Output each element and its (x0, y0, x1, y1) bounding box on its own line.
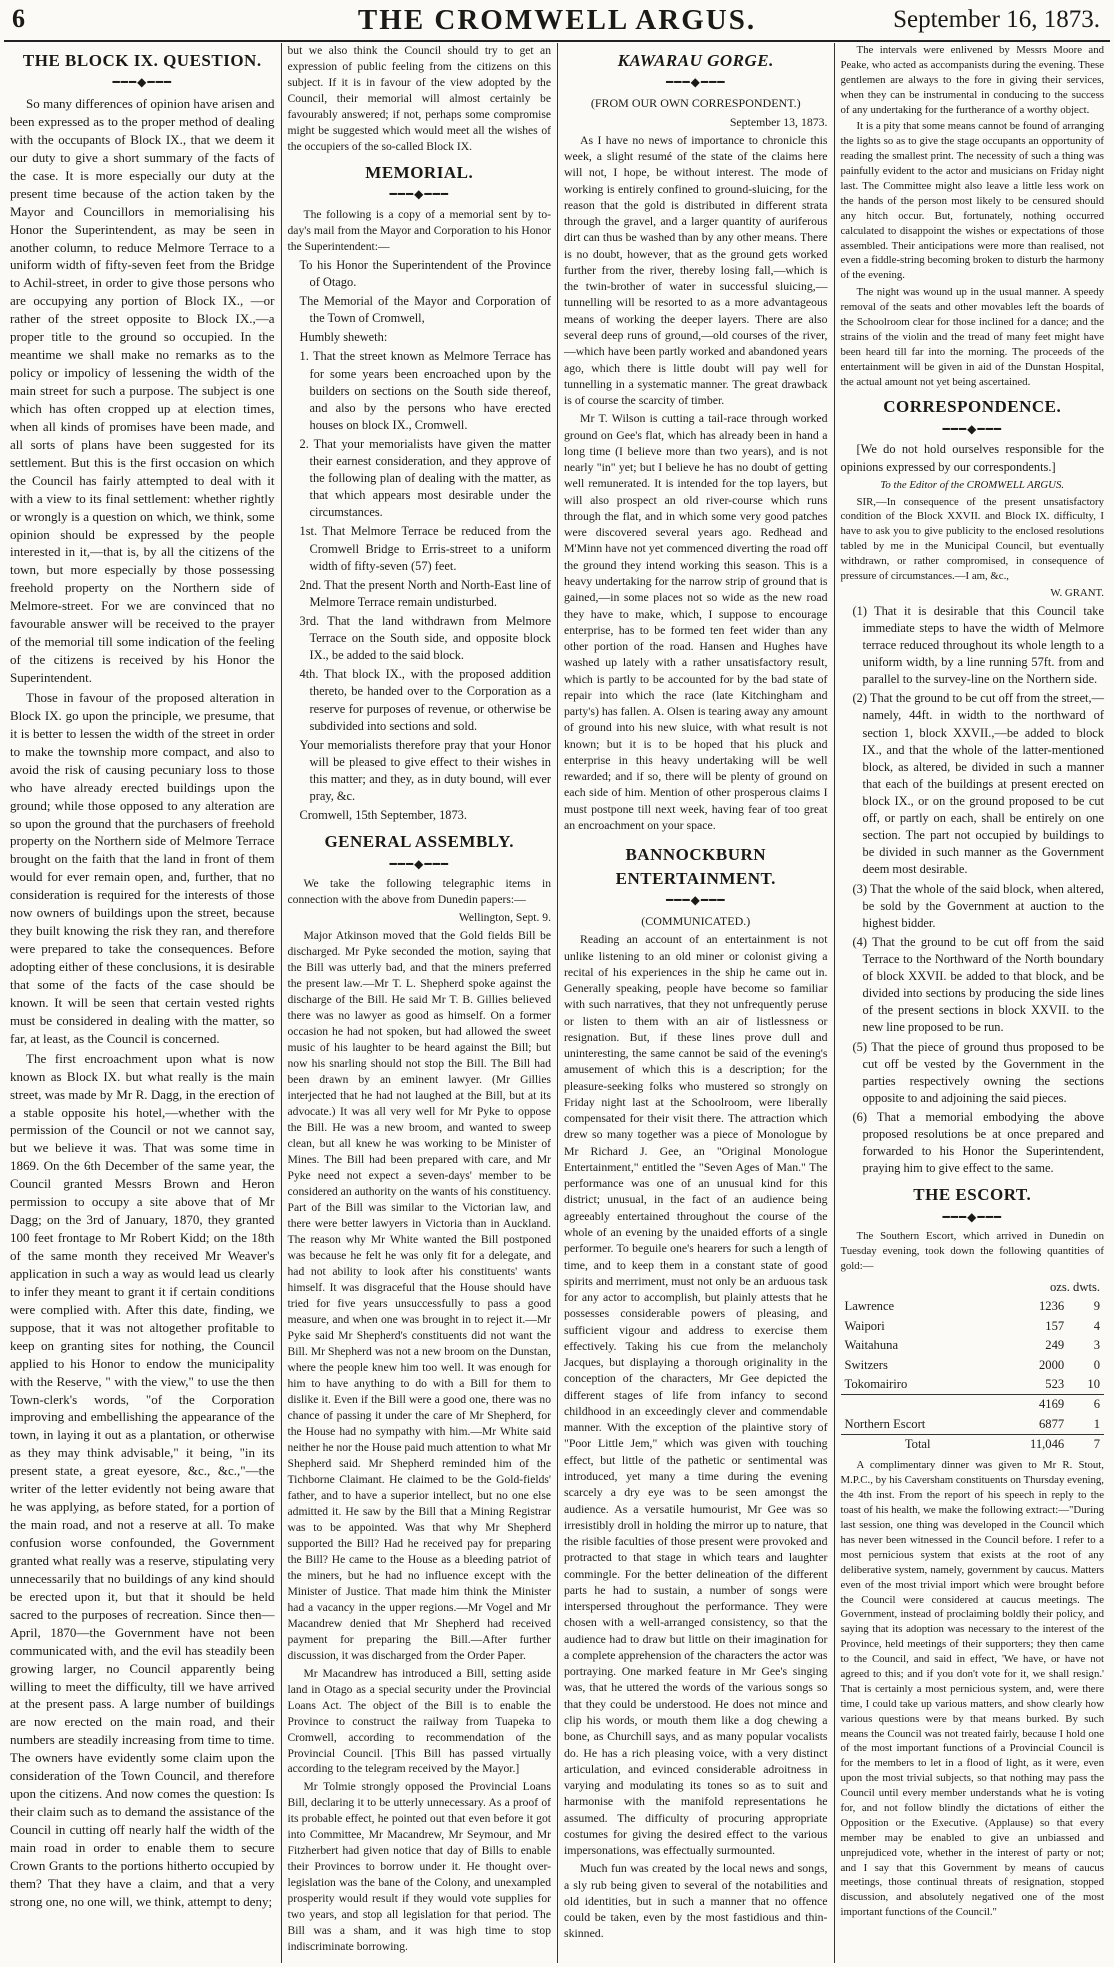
ozs-cell: 2000 (1039, 1357, 1065, 1372)
page-number: 6 (12, 4, 25, 33)
article-paragraph: So many differences of opinion have arisen and been expressed as to the proper method of dealing with the occupants of Block IX., that we deem it our duty to give a short summary of the facts of the case. It is more especially our duty at the present time because of the action taken by the Mayor and Councillors in memorialising his Honor the Superintendent, as may be seen in another column, to reduce Melmore Terrace to a uniform width of fifty-seven feet from the Bridge to Achil-street, in order to give those persons who are occupying any portion of Block IX., —or rather of the street opposite to Block IX.,—a proper title to the ground so occupied. In the meantime we shall make no remarks as to the policy or impolicy of lessening the width of the main street for such a purpose. The subject is one which has often cropped up at election times, when all kinds of promises have been made, and all sorts of plans have been suggested for its settlement. But this is the first occasion on which the Council has fairly attempted to deal with it with a view to its final settlement: whether rightly or wrongly is a question on which, we think, some opinion should be expressed by the people interested in it,—that is, by all the citizens of the town, but more especially by those possessing freehold property on the Northern side of Melmore-street. For we are convinced that no favourable answer will be received to the prayer of the memorial till some indication of the feeling of the citizens is received by his Honor the Superintendent. (10, 96, 275, 685)
table-row (841, 1375, 1105, 1395)
ozs-cell: 6877 (1039, 1416, 1065, 1431)
article-paragraph: Major Atkinson moved that the Gold fields Bill be discharged. Mr Pyke seconded the motion, saying that the Bill was utterly bad, and that the miners preferred the present law.—Mr T. L. Shepherd spoke against the discharge of the Bill. He said Mr T. B. Gillies believed there was no lawyer as good as himself. On a former occasion he had not spoken, but had allowed the sweet music of his laughter to be heard against the Bill; but now his snarling should not stop the Bill. The Bill had been drawn by an eminent lawyer. (Mr Gillies interjected that he had not laughed at the Bill, but at its advocate.) It was all very well for Mr Pyke to oppose the Bill. He was a new broom, and wanted to sweep clean, but all knew he was working to be Minister of Mines. The Bill had been prepared with care, and Mr Pyke need not expect a seven-days' member to be considered an authority on the wants of his constituency. Part of the Bill was similar to the Victorian law, and there were better lawyers in Victoria than in Auckland. The reason why Mr White wanted the Bill postponed was because he felt he was only fit for a delegate, and had not ability to look after his constituents' wants himself. It was disgraceful that the House should have tried for five years unsuccessfully to pass a good measure, and when one was brought in to reject it.—Mr Pyke said Mr Shepherd's constituents did not want the Bill. Mr Shepherd was not a new broom on the Dunstan, where the people knew him too well. It was enough for him to have anything to do with a Bill for them to dislike it. Even if the Bill were a good one, there was no chance of passing it under the care of Mr Shepherd, for the House had no sympathy with him.—Mr White said neither he nor the House paid much attention to what Mr Shepherd said. Mr Shepherd reminded him of the Tichborne Claimant. He claimed to be the Gold-fields' father, and to have a superior intellect, but no one else admitted it. He saw by the Bill that a Mining Registrar was to be appointed. Was that why Mr Shepherd supported the Bill? Had he received pay for preparing the Bill? He came to the House as a bleeding patriot of the miners, but he had no influence except with the Minister of Justice. That made him think the Minister had a vacancy in the upper regions.—Mr Vogel and Mr Macandrew denied that Mr Shepherd had received payment for preparing the Bill.—After further discussion, it was discharged from the Order Paper. (287, 929, 551, 1662)
dwts-cell: 3 (1093, 1338, 1100, 1353)
ozs-cell: 11,046 (995, 1435, 1068, 1455)
kawarau-dateline: September 13, 1873. (729, 114, 828, 129)
columns (4, 43, 1110, 1963)
divider-ornament: ━━━◆━━━ (942, 1209, 1003, 1224)
total-row (841, 1435, 1105, 1455)
newspaper-title: THE CROMWELL ARGUS. (357, 4, 757, 36)
article-paragraph: Those in favour of the proposed alteration in Block IX. go upon the principle, we presume, that it is better to lessen the width of the street in order to make the township more compact, and also to avoid the risk of causing pecuniary loss to those who have already erected buildings upon the ground; while those opposed to any alteration are so upon the ground that the purchasers of freehold property on the Northern side of Melmore Terrace brought on the faith that the land in front of them would for ever remain open, and, further, that no consideration is required for the interests of those now owners of buildings upon the street, because they built knowing the risk they ran, and therefore were prepared to take the consequences. Before adopting either of these conclusions, it is desirable that some of the facts of the case should be known. It will be seen that certain vested rights must be considered in dealing with the matter, so far, at least, as the Council is concerned. (10, 689, 275, 1046)
assembly-dateline: Wellington, Sept. 9. (458, 911, 551, 925)
dwts-cell: 9 (1093, 1299, 1100, 1314)
memorial-line: Humbly sheweth: (299, 330, 388, 345)
place-cell: Northern Escort (844, 1416, 926, 1431)
article-paragraph: Mr T. Wilson is cutting a tail-race through worked ground on Gee's flat, which has already been in hand a long time (I believe more than two years), and is not nearly "in" yet; but I believe he has no doubt of getting well remunerated. It is intended for the top layers, but will also prospect an old river-course which runs through the flat, and in which some very good patches were discovered several years ago. Redhead and M'Minn have not yet commenced diverting the road off the ground they intend working this season. This is a heavy undertaking for the narrow strip of ground that is gained,—in some places not so wide as the new road they have to make, which, I suppose to encourage enterprise, has to be formed ten feet wider than any other portion of the road. Hansen and Hughes have washed up lately with a rather unsatisfactory result, which is partly to be accounted for by the bad state of repair into which the race (late Kitchingham and party's) has fallen. A. Olsen is tearing away any amount of ground into his new sluice, with what result is not known; but it is to be hoped that his pluck and enterprise in this heavy undertaking will be well rewarded; and if so, there will be plenty of ground on each side of him. Mention of other prosperous claims I must postpone till next week, having fear of too great an encroachment on your space. (564, 411, 828, 832)
divider-ornament: ━━━◆━━━ (389, 187, 450, 202)
subtotal-row (841, 1395, 1105, 1415)
resolution-item: (1) That it is desirable that this Council take immediate steps to have the width of Melmore terrace reduced throughout its whole length to a uniform width, by a line running 57ft. from and parallel to the survey-line on the Northern side. (852, 603, 1104, 687)
article-paragraph: The night was wound up in the usual manner. A speedy removal of the seats and other movables left the boards of the Schoolroom clear for those inclined for a dance; and the strains of the violin and the tread of many feet might have been heard till far into the morning. The proceeds of the entertainment will be given in aid of the Dunstan Hospital, the actual amount not yet being ascertained. (840, 286, 1104, 388)
divider-ornament: ━━━◆━━━ (665, 893, 726, 908)
ozs-cell: 1236 (1039, 1299, 1065, 1314)
resolution-item: (4) That the ground to be cut off from the said Terrace to the Northward of the North boundary of block XXVII. be added to that block, and be divided into sections by producing the side lines of the present sections in block XXVII. to the new line proposed to be run. (852, 934, 1104, 1035)
letter-body: SIR,—In consequence of the present unsatisfactory condition of the Block XXVII. and Block IX. difficulty, I have to ask you to give publicity to the enclosed resolutions tabled by me in the Municipal Council, but eventually withdrawn, or rather compromised, in consequence of pressure of circumstances.—I am, &c., (840, 495, 1104, 583)
table-row (841, 1356, 1105, 1375)
article-heading-kawarau-gorge: KAWARAU GORGE. (617, 51, 774, 70)
ozs-cell: 4169 (995, 1395, 1068, 1415)
table-row (841, 1336, 1105, 1355)
place-cell: Waitahuna (844, 1338, 899, 1353)
masthead (4, 0, 1110, 42)
divider-ornament: ━━━◆━━━ (665, 75, 726, 90)
dwts-cell: 4 (1093, 1318, 1100, 1333)
resolution-item: (5) That the piece of ground thus proposed to be cut off be vested by the Government in the parties respectively owning the sections opposite to and adjoining the said pieces. (852, 1039, 1104, 1105)
dwts-cell: 0 (1093, 1357, 1100, 1372)
resolution-item: (6) That a memorial embodying the above proposed resolutions be at once prepared and forwarded to his Honor the Superintendent, praying him to give effect to the same. (852, 1110, 1104, 1176)
place-cell: Switzers (844, 1357, 888, 1372)
memorial-line: 1st. That Melmore Terrace be reduced from the Cromwell Bridge to Erris-street to a uniform width of fifty-seven (57) feet. (299, 524, 551, 573)
article-continuation: but we also think the Council should try to get an expression of public feeling from the citizens on this subject. If it is in favour of the view adopted by the Council, their memorial will almost certainly be favourably answered; if not, perhaps some compromise might be suggested which would meet all the wishes of the occupiers of the so-called Block IX. (287, 44, 551, 153)
ozs-cell: 249 (1045, 1338, 1065, 1353)
article-paragraph: It is a pity that some means cannot be found of arranging the lights so as to give the stage occupants an opportunity of reading the smallest print. The necessity of such a thing was painfully evident to the actor and musicians on Friday night last. The Committee might also leave a little less work on the hands of the person most likely to be censured should any hitch occur. But, fortunately, nothing occurred calculated to disappoint the wishes or expectations of those assembled. Their anticipations were more than realised, not even a fiddle-string becoming broken to disturb the harmony of the evening. (840, 120, 1104, 282)
divider-ornament: ━━━◆━━━ (389, 856, 450, 871)
assembly-intro: We take the following telegraphic items in connection with the above from Dunedin papers:— (287, 877, 551, 907)
memorial-line: 3rd. That the land withdrawn from Melmore Terrace on the South side, and opposite block IX., be added to the said block. (299, 614, 551, 663)
table-row (841, 1297, 1105, 1316)
issue-date: September 16, 1873. (893, 6, 1100, 33)
article-heading-correspondence: CORRESPONDENCE. (883, 397, 1062, 417)
article-paragraph: Mr Macandrew has introduced a Bill, setting aside land in Otago as a special security under the Provincial Loans Act. The object of the Bill is to enable the Province to construct the railway from Tuapeka to Cromwell, according to recommendation of the Provincial Council. [This Bill has passed virtually according to the telegram received by the Mayor.] (287, 1666, 551, 1776)
article-paragraph: As I have no news of importance to chronicle this week, a slight resumé of the state of the claims here will not, I hope, be without interest. The mode of working is entirely confined to ground-sluicing, for the reason that the gold is distributed in different strata through the gravel, and a larger quantity of auriferous dirt can thus be washed than by any other means. There is no doubt, however, that as the ground gets worked further from the river, thereby losing fall,—which is the twin-brother of water in successful sluicing,—tunnelling will be resorted to as a more advantageous means of working the deeper layers. There are also several deep runs of ground,—old courses of the river,—which have been partly worked and abandoned years ago, which there is little doubt will pay well for tunnelling in a systematic manner. The great drawback is of course the scarcity of timber. (564, 132, 828, 408)
escort-intro: The Southern Escort, which arrived in Dunedin on Tuesday evening, took down the following quantities of gold:— (840, 1230, 1104, 1273)
ozs-cell: 523 (1045, 1376, 1065, 1391)
memorial-line: To his Honor the Superintendent of the Province of Otago. (299, 257, 551, 289)
place-cell: Lawrence (844, 1299, 895, 1314)
memorial-line: Cromwell, 15th September, 1873. (299, 808, 467, 823)
article-paragraph: The intervals were enlivened by Messrs Moore and Peake, who acted as accompanists during the evening. These gentlemen are always to the fore in giving their services, when they can be instrumental in conducing to the success of any undertaking for the furtherance of a worthy object. (840, 44, 1104, 116)
column-4 (834, 43, 1111, 1963)
divider-ornament: ━━━◆━━━ (942, 421, 1003, 436)
column-2 (281, 43, 558, 1963)
article-heading-bannockburn: BANNOCKBURN ENTERTAINMENT. (615, 845, 776, 888)
dwts-cell: 1 (1093, 1416, 1100, 1431)
memorial-line: Your memorialists therefore pray that your Honor will be pleased to give effect to their wishes in this matter; and they, as in duty bound, will ever pray, &c. (299, 737, 551, 804)
units-label: ozs. dwts. (1049, 1280, 1100, 1295)
dwts-cell: 10 (1087, 1376, 1100, 1391)
place-cell: Tokomairiro (844, 1376, 908, 1391)
column-3 (557, 43, 834, 1963)
letter-salutation: To the Editor of the CROMWELL ARGUS. (880, 478, 1065, 491)
table-row (841, 1415, 1105, 1435)
memorial-intro: The following is a copy of a memorial sent by to-day's mail from the Mayor and Corporation to his Honor the Superintendent:— (287, 207, 551, 253)
article-heading-block-ix: THE BLOCK IX. QUESTION. (22, 51, 262, 70)
memorial-line: 2nd. That the present North and North-East line of Melmore Terrace remain undisturbed. (299, 577, 551, 609)
article-heading-escort: THE ESCORT. (913, 1185, 1032, 1205)
memorial-line: 4th. That block IX., with the proposed addition thereto, be handed over to the Corporation as a reserve for purposes of revenue, or otherwise be subdivided into sections and sold. (299, 667, 551, 733)
dwts-cell: 6 (1068, 1395, 1104, 1415)
memorial-line: 2. That your memorialists have given the matter their earnest consideration, and they approve of the following plan of dealing with the matter, as that which appears most desirable under the circumstances. (299, 436, 551, 520)
total-label: Total (841, 1435, 995, 1455)
article-paragraph: Mr Tolmie strongly opposed the Provincial Loans Bill, declaring it to be utterly unnecessary. As a proof of its probable effect, he pointed out that even before it got into Committee, Mr Macandrew, Mr Seymour, and Mr Fitzherbert had given notice that day of Bills to enable their Provinces to borrow under it. He thought over-legislation was the bane of the Colony, and unexampled prosperity would result if they would vote supplies for two years, and stop all legislation for that period. The Bill was a sham, and it was high time to stop indiscriminate borrowing. (287, 1780, 551, 1954)
table-header-row (841, 1278, 1105, 1297)
article-paragraph: A complimentary dinner was given to Mr R. Stout, M.P.C., by his Caversham constituents on Thursday evening, the 4th inst. From the report of his speech in reply to the toast of his health, we make the following extract:—"During last session, one thing was developed in the Council which has never been witnessed in the Council before. I refer to a most pernicious system that exists at the root of any deliberative system, namely, government by caucus. Matters even of the most trivial import which were brought before the Council were considered at caucus meetings. The Government, instead of proclaiming boldly their policy, and saying that its adoption was necessary to the interest of the Province, held meetings of their supporters; they then came to the Council, and said in effect, 'We have, or have not agreed to this; and if you don't vote for it, we shall resign.' That is certainly a most pernicious system, and, were there time, I could take up various matters, and show clearly how various questions were by that means burked. By such means the Council was not treated fairly, because I hold one of the most important functions of a Provincial Council is for the members to let in a flood of light, as it were, even upon the most trivial subjects, so that nothing may pass the Council until every member understands what he is voting for, and not follow blindly the dictations of either the Opposition or the Executive. (Applause) so that every member may be enabled to give an unbiassed and unprejudiced vote, whether in the interest of party or not; and I say that this Government by means of caucus meetings, those continual threats of resignation, stopped discussion, and absolutely negatived one of the most important functions of the Council." (840, 1459, 1104, 1919)
dwts-cell: 7 (1068, 1435, 1104, 1455)
memorial-line: 1. That the street known as Melmore Terrace has for some years been encroached upon by the builders on sections on the South side thereof, and also by the persons who have erected houses on block IX., Cromwell. (299, 349, 551, 432)
memorial-line: The Memorial of the Mayor and Corporation of the Town of Cromwell, (299, 294, 551, 326)
article-paragraph: Reading an account of an entertainment is not unlike listening to an old miner or colonist giving a recital of his experiences in the ship he came out in. Generally speaking, people have become so familiar with such narratives, that they not unfrequently peruse or listen to them with an air of listlessness or resignation. But, if these lines prove dull and uninteresting, the same cannot be said of the evening's amusement of which this is a description; for the pleasure-seeking folks who mustered so strongly on Friday night last at the Schoolroom, were liberally compensated for their visit there. The attraction which drew so many together was a piece of Monologue by Mr Richard J. Gee, an "Original Monologue Entertainment," entitled the "Seven Ages of Man." The performance was one of an unusual kind for this district; unusual, in the fact of an audience being agreeably entertained throughout the course of the whole of an evening by the unaided efforts of a single performer. To beguile one's hearers for such a length of time, and to keep them in a constant state of good spirits and merriment, must not only be an arduous task for any actor to accomplish, but plainly attests that he possesses considerable powers of pleasing, and sufficient vigour and address to exercise them effectively. Taking his cue from the melancholy Jacques, but displaying a thorough originality in the conception of the characters, Mr Gee depicted the different stages of life from infancy to second childhood in an exceedingly clever and commendable manner. With the exception of the plaintive story of "Poor Little Jem," which was given with touching effect, but little of the pathetic or sentimental was introduced, yet many a time during the evening scarcely a dry eye was to be seen amongst the audience. As a versatile humourist, Mr Gee was so irresistibly droll in holding the mirror up to nature, that the risible faculties of those present were provoked and protracted to that stage in which tears and laughter commingle. For the better delineation of the different parts he had to sustain, a number of songs were interspersed throughout the performance. They were chosen with a well-arranged consistency, so that the audience had to draw but little on their imagination for a complete apprehension of the characters the actor was portraying. One marked feature in Mr Gee's singing was, that he uttered the words of the various songs so that they could be understood. He does not mince and clip his words, or mouth them like a dog chewing a bone, as Churchill says, and as many popular vocalists do. He has a rich pleasing voice, with a very distinct articulation, and evinced considerable adroitness in varying and modulating its tones so as to suit and harmonise with the manifold representations he assumed. The difficulty of procuring appropriate costumes for giving the desired effect to the various impersonations, was effectually surmounted. (564, 932, 828, 1858)
correspondent-byline: (FROM OUR OWN CORRESPONDENT.) (590, 96, 801, 110)
table-row (841, 1317, 1105, 1336)
resolution-item: (3) That the whole of the said block, when altered, be sold by the Government at auction to the highest bidder. (852, 881, 1104, 930)
place-cell: Waipori (844, 1318, 885, 1333)
ozs-cell: 157 (1045, 1318, 1065, 1333)
correspondence-note: [We do not hold ourselves responsible for the opinions expressed by our correspondents.] (840, 442, 1104, 474)
letter-signature: W. GRANT. (1050, 586, 1104, 599)
resolution-item: (2) That the ground to be cut off from the street,—namely, 44ft. in width to the northward of section 1, block XXVII.,—be added to block IX., and that the whole of the latter-mentioned block, as altered, be divided in such a manner that each of the buildings at present erected on block IX., or on the ground proposed to be cut off, or partly on each, shall be entirely on one section. The part not occupied by buildings to be divided in such manner as the Government deem most desirable. (852, 691, 1104, 877)
article-heading-general-assembly: GENERAL ASSEMBLY. (324, 832, 515, 852)
article-paragraph: Much fun was created by the local news and songs, a sly rub being given to several of the notabilities and old identities, but in such a manner that no offence could be taken, even by the most fastidious and thin-skinned. (564, 1861, 828, 1941)
column-1 (4, 43, 281, 1963)
article-heading-memorial: MEMORIAL. (365, 162, 474, 182)
communicated-byline: (COMMUNICATED.) (641, 913, 751, 928)
gold-escort-table (841, 1278, 1105, 1454)
divider-ornament: ━━━◆━━━ (112, 75, 173, 90)
article-paragraph: The first encroachment upon what is now known as Block IX. but what really is the main street, was made by Mr R. Dagg, in the erection of a stable opposite his hotel,—whether with the permission of the Council or not we cannot say, but we believe it was. That was some time in 1869. On the 6th December of the same year, the Council granted Messrs Brown and Heron permission to occupy a site above that of Mr Dagg; on the 3rd of January, 1870, they granted 100 feet frontage to Mr Robert Kidd; on the 18th of the same month they received Mr Weaver's application in such a way as would lead us clearly to infer they meant to grant it if certain conditions were complied with. After this date, finding, we suppose, that it was not altogether profitable to keep on granting sites for nothing, the Council applied to his Honor to endow the municipality with the Reserve, " with the view," to use the then Town-clerk's words, "of the Corporation improving and embellishing the appearance of the town, in laying it out as a plantation, or otherwise as they may think advisable," it being, "in its present state, a great eyesore, &c., &c.,"—the writer of the letter evidently not being aware that he was applying, as before stated, for a portion of the main road, and not a reserve at all. To make confusion worse confounded, the Government granted what really was a reserve, stipulating very unnecessarily that no buildings of any kind should be erected upon it, but that it should be held sacred to the purposes of recreation. Since then—April, 1870—the Government have not been communicated with, and the evil has steadily been growing larger, no Council apparently being willing to meet the difficulty, till we have arrived at the present pass. A large number of buildings are now erected on the main road, and their numbers are steadily increasing from time to time. The owners have evidently some claim upon the consideration of the Town Council, and therefore upon the citizens. And now comes the question: Is their claim such as to demand the assistance of the Council in cutting off nearly half the width of the main road in order to enable them to secure Crown Grants to the portions hitherto occupied by them? That they have a claim, and that a very strong one, no one will, we think, attempt to deny; (10, 1050, 275, 1909)
